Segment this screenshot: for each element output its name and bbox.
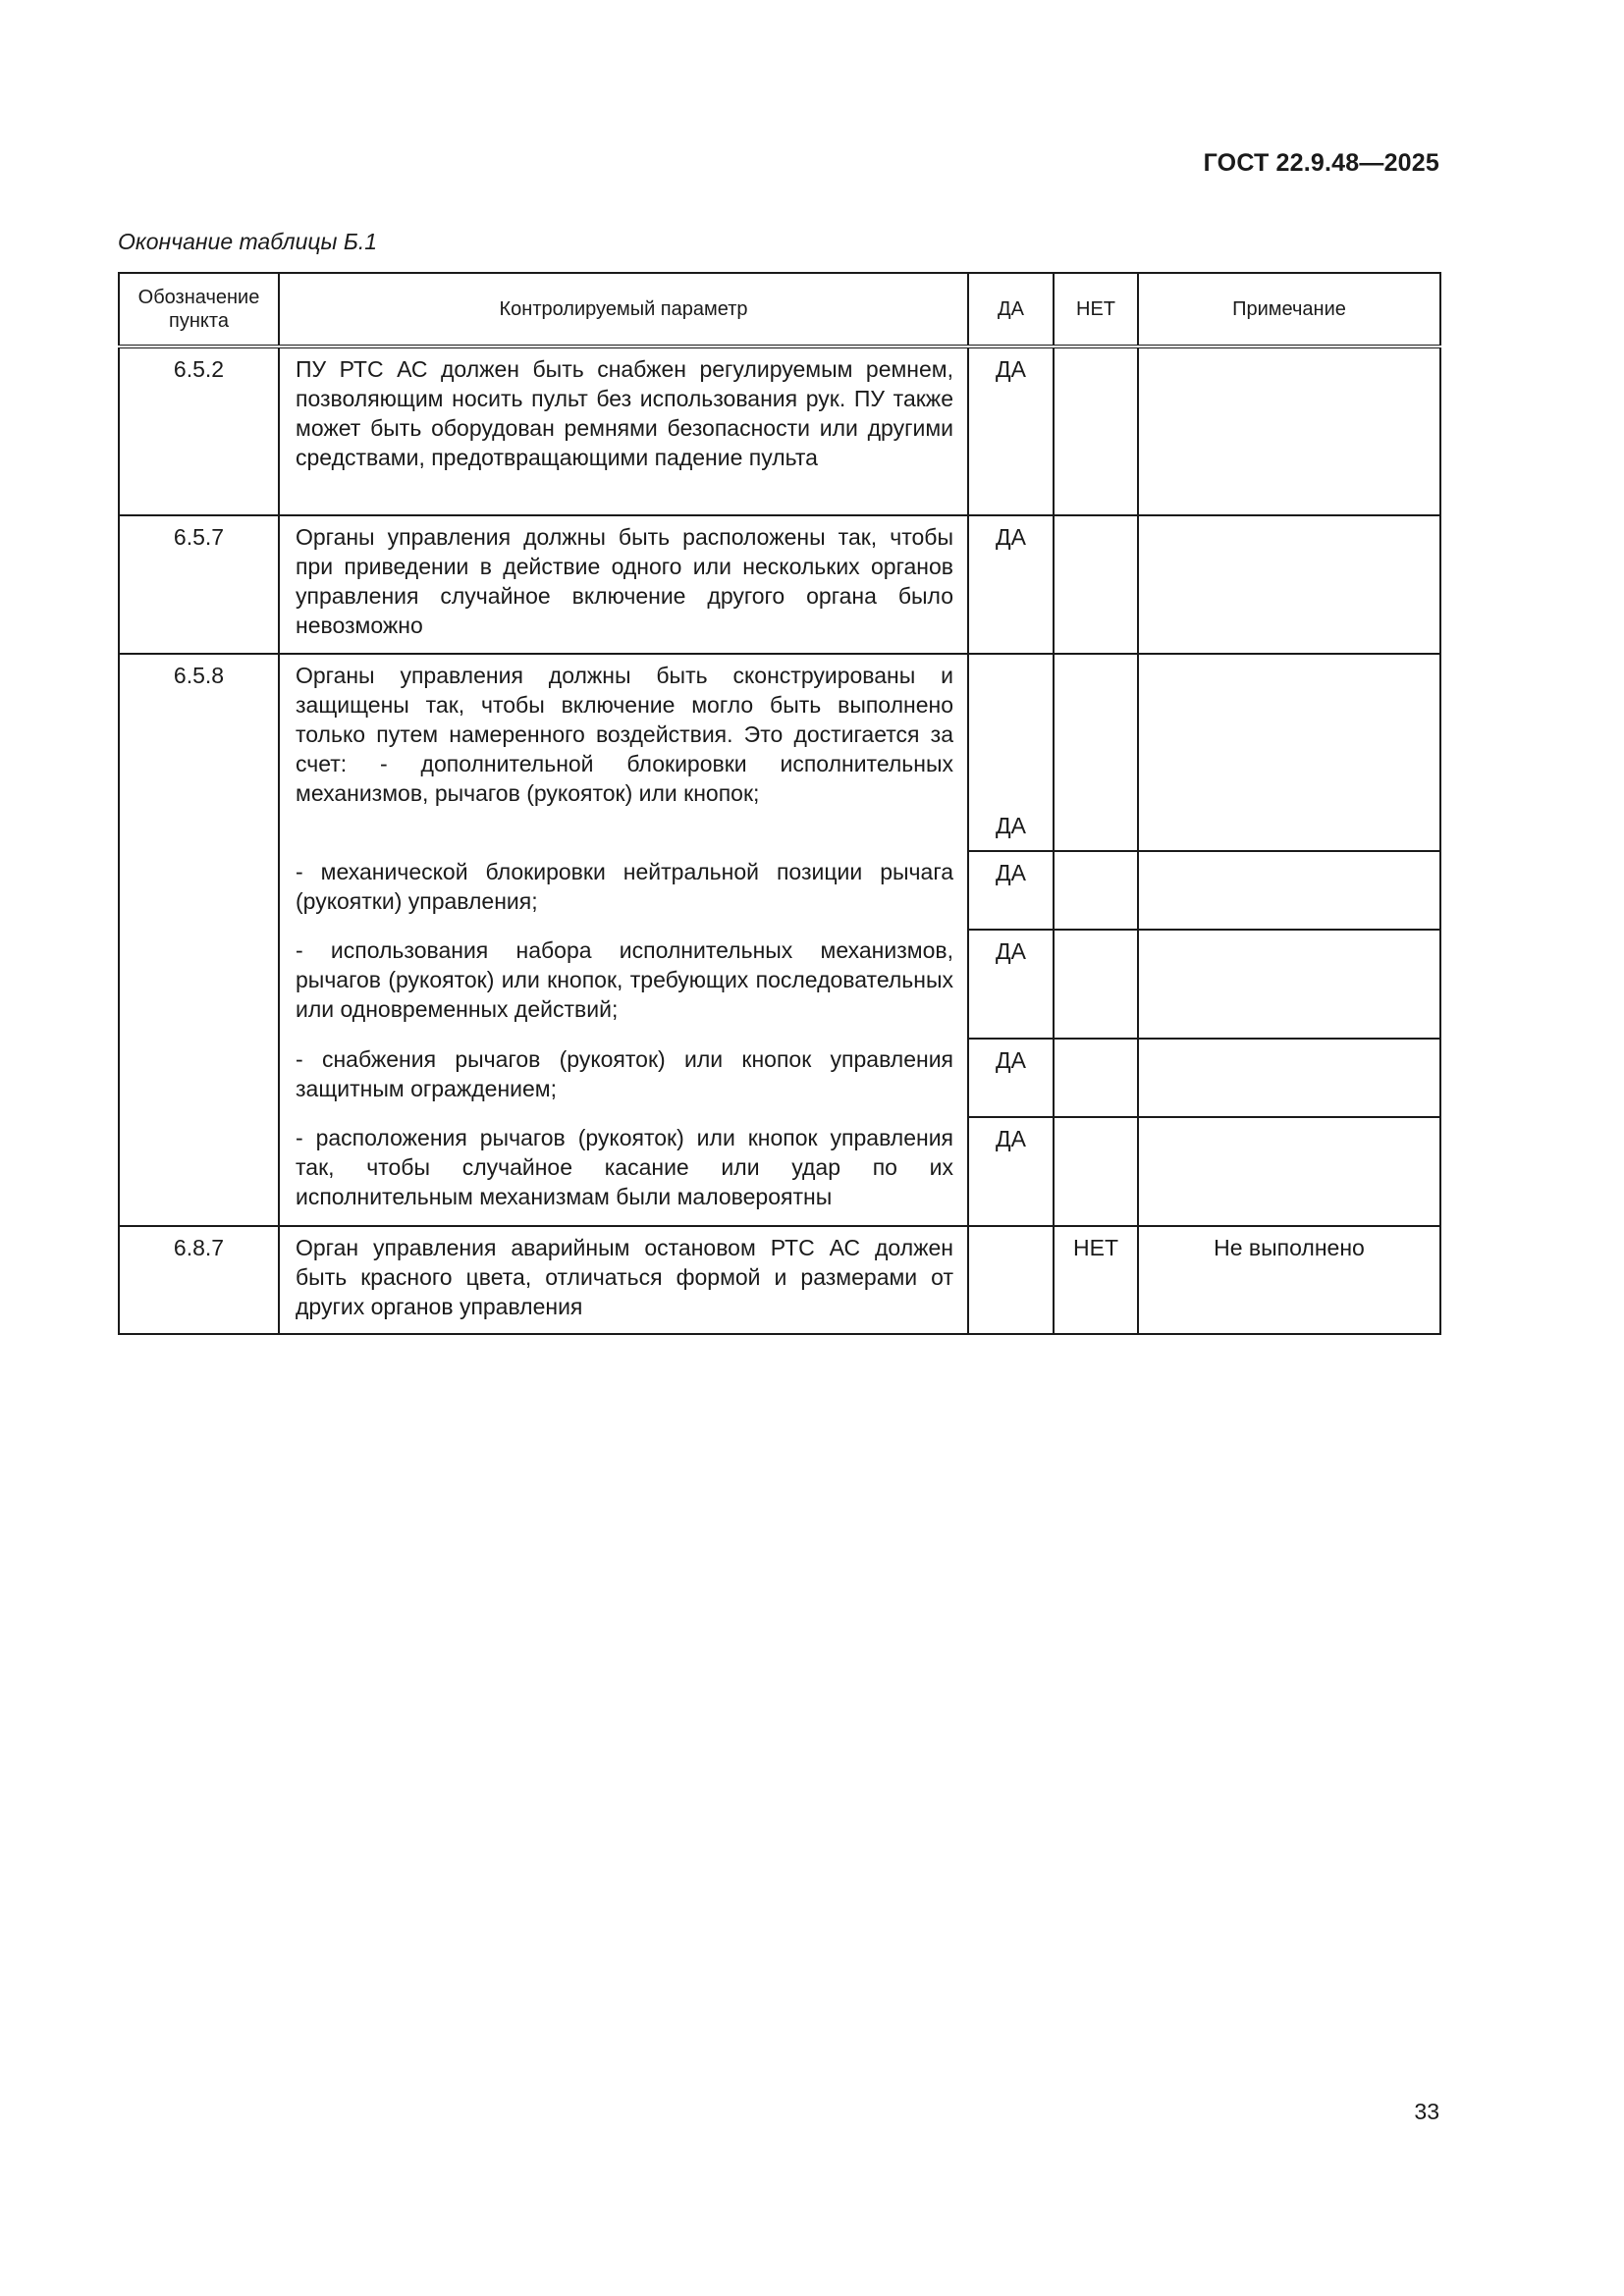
table-caption: Окончание таблицы Б.1 [118, 229, 378, 254]
row-param: Органы управления должны быть расположены так, чтобы при приведении в действие одного или нескольких органов управления случайное включение другого органа было невозможно [279, 515, 968, 654]
row-note [1138, 1117, 1440, 1226]
table-row [119, 1039, 1440, 1117]
row-no [1054, 654, 1138, 851]
table-row [119, 1117, 1440, 1226]
row-param: - расположения рычагов (рукояток) или кнопок управления так, чтобы случайное касание или удар по их исполнительным механизмам были маловероятны [279, 1117, 968, 1226]
row-param: - механической блокировки нейтральной позиции рычага (рукоятки) управления; [279, 851, 968, 930]
row-no [1054, 1039, 1138, 1117]
header-no: НЕТ [1054, 273, 1138, 347]
row-note [1138, 654, 1440, 851]
row-note [1138, 347, 1440, 515]
row-note [1138, 515, 1440, 654]
table-header-row [119, 273, 1440, 347]
row-num: 6.8.7 [119, 1226, 279, 1334]
row-no [1054, 851, 1138, 930]
row-note [1138, 1039, 1440, 1117]
document-code: ГОСТ 22.9.48—2025 [1203, 149, 1439, 177]
row-param: - снабжения рычагов (рукояток) или кнопок управления защитным ограждением; [279, 1039, 968, 1117]
row-num: 6.5.8 [119, 654, 279, 1226]
header-note: Примечание [1138, 273, 1440, 347]
row-no [1054, 930, 1138, 1039]
row-param: ПУ РТС АС должен быть снабжен регулируемым ремнем, позволяющим носить пульт без использования рук. ПУ также может быть оборудован ремнями безопасности или другими средствами, предотвращающими падение пульта [279, 347, 968, 515]
row-num: 6.5.7 [119, 515, 279, 654]
row-yes: ДА [968, 851, 1054, 930]
checklist-table [118, 272, 1441, 1335]
row-no [1054, 1117, 1138, 1226]
row-yes: ДА [968, 654, 1054, 851]
row-param: - использования набора исполнительных механизмов, рычагов (рукояток) или кнопок, требующих последовательных или одновременных действий; [279, 930, 968, 1039]
row-note [1138, 851, 1440, 930]
table-row [119, 515, 1440, 654]
row-yes: ДА [968, 1039, 1054, 1117]
table-row [119, 1226, 1440, 1334]
row-yes: ДА [968, 1117, 1054, 1226]
row-yes [968, 1226, 1054, 1334]
row-num: 6.5.2 [119, 347, 279, 515]
table-row [119, 654, 1440, 851]
row-yes: ДА [968, 930, 1054, 1039]
row-note [1138, 930, 1440, 1039]
header-num: Обозначение пункта [119, 273, 279, 347]
row-param: Органы управления должны быть сконструированы и защищены так, чтобы включение могло быть выполнено только путем намеренного воздействия. Это достигается за счет: - дополнительной блокировки исполнительных механизмов, рычагов (рукояток) или кнопок; [279, 654, 968, 851]
header-yes: ДА [968, 273, 1054, 347]
table-row [119, 347, 1440, 515]
row-yes: ДА [968, 347, 1054, 515]
row-note: Не выполнено [1138, 1226, 1440, 1334]
table-row [119, 851, 1440, 930]
row-param: Орган управления аварийным остановом РТС АС должен быть красного цвета, отличаться формой и размерами от других органов управления [279, 1226, 968, 1334]
row-no [1054, 515, 1138, 654]
table-row [119, 930, 1440, 1039]
row-no [1054, 347, 1138, 515]
row-no: НЕТ [1054, 1226, 1138, 1334]
page-number: 33 [1414, 2099, 1439, 2124]
header-param: Контролируемый параметр [279, 273, 968, 347]
row-yes: ДА [968, 515, 1054, 654]
